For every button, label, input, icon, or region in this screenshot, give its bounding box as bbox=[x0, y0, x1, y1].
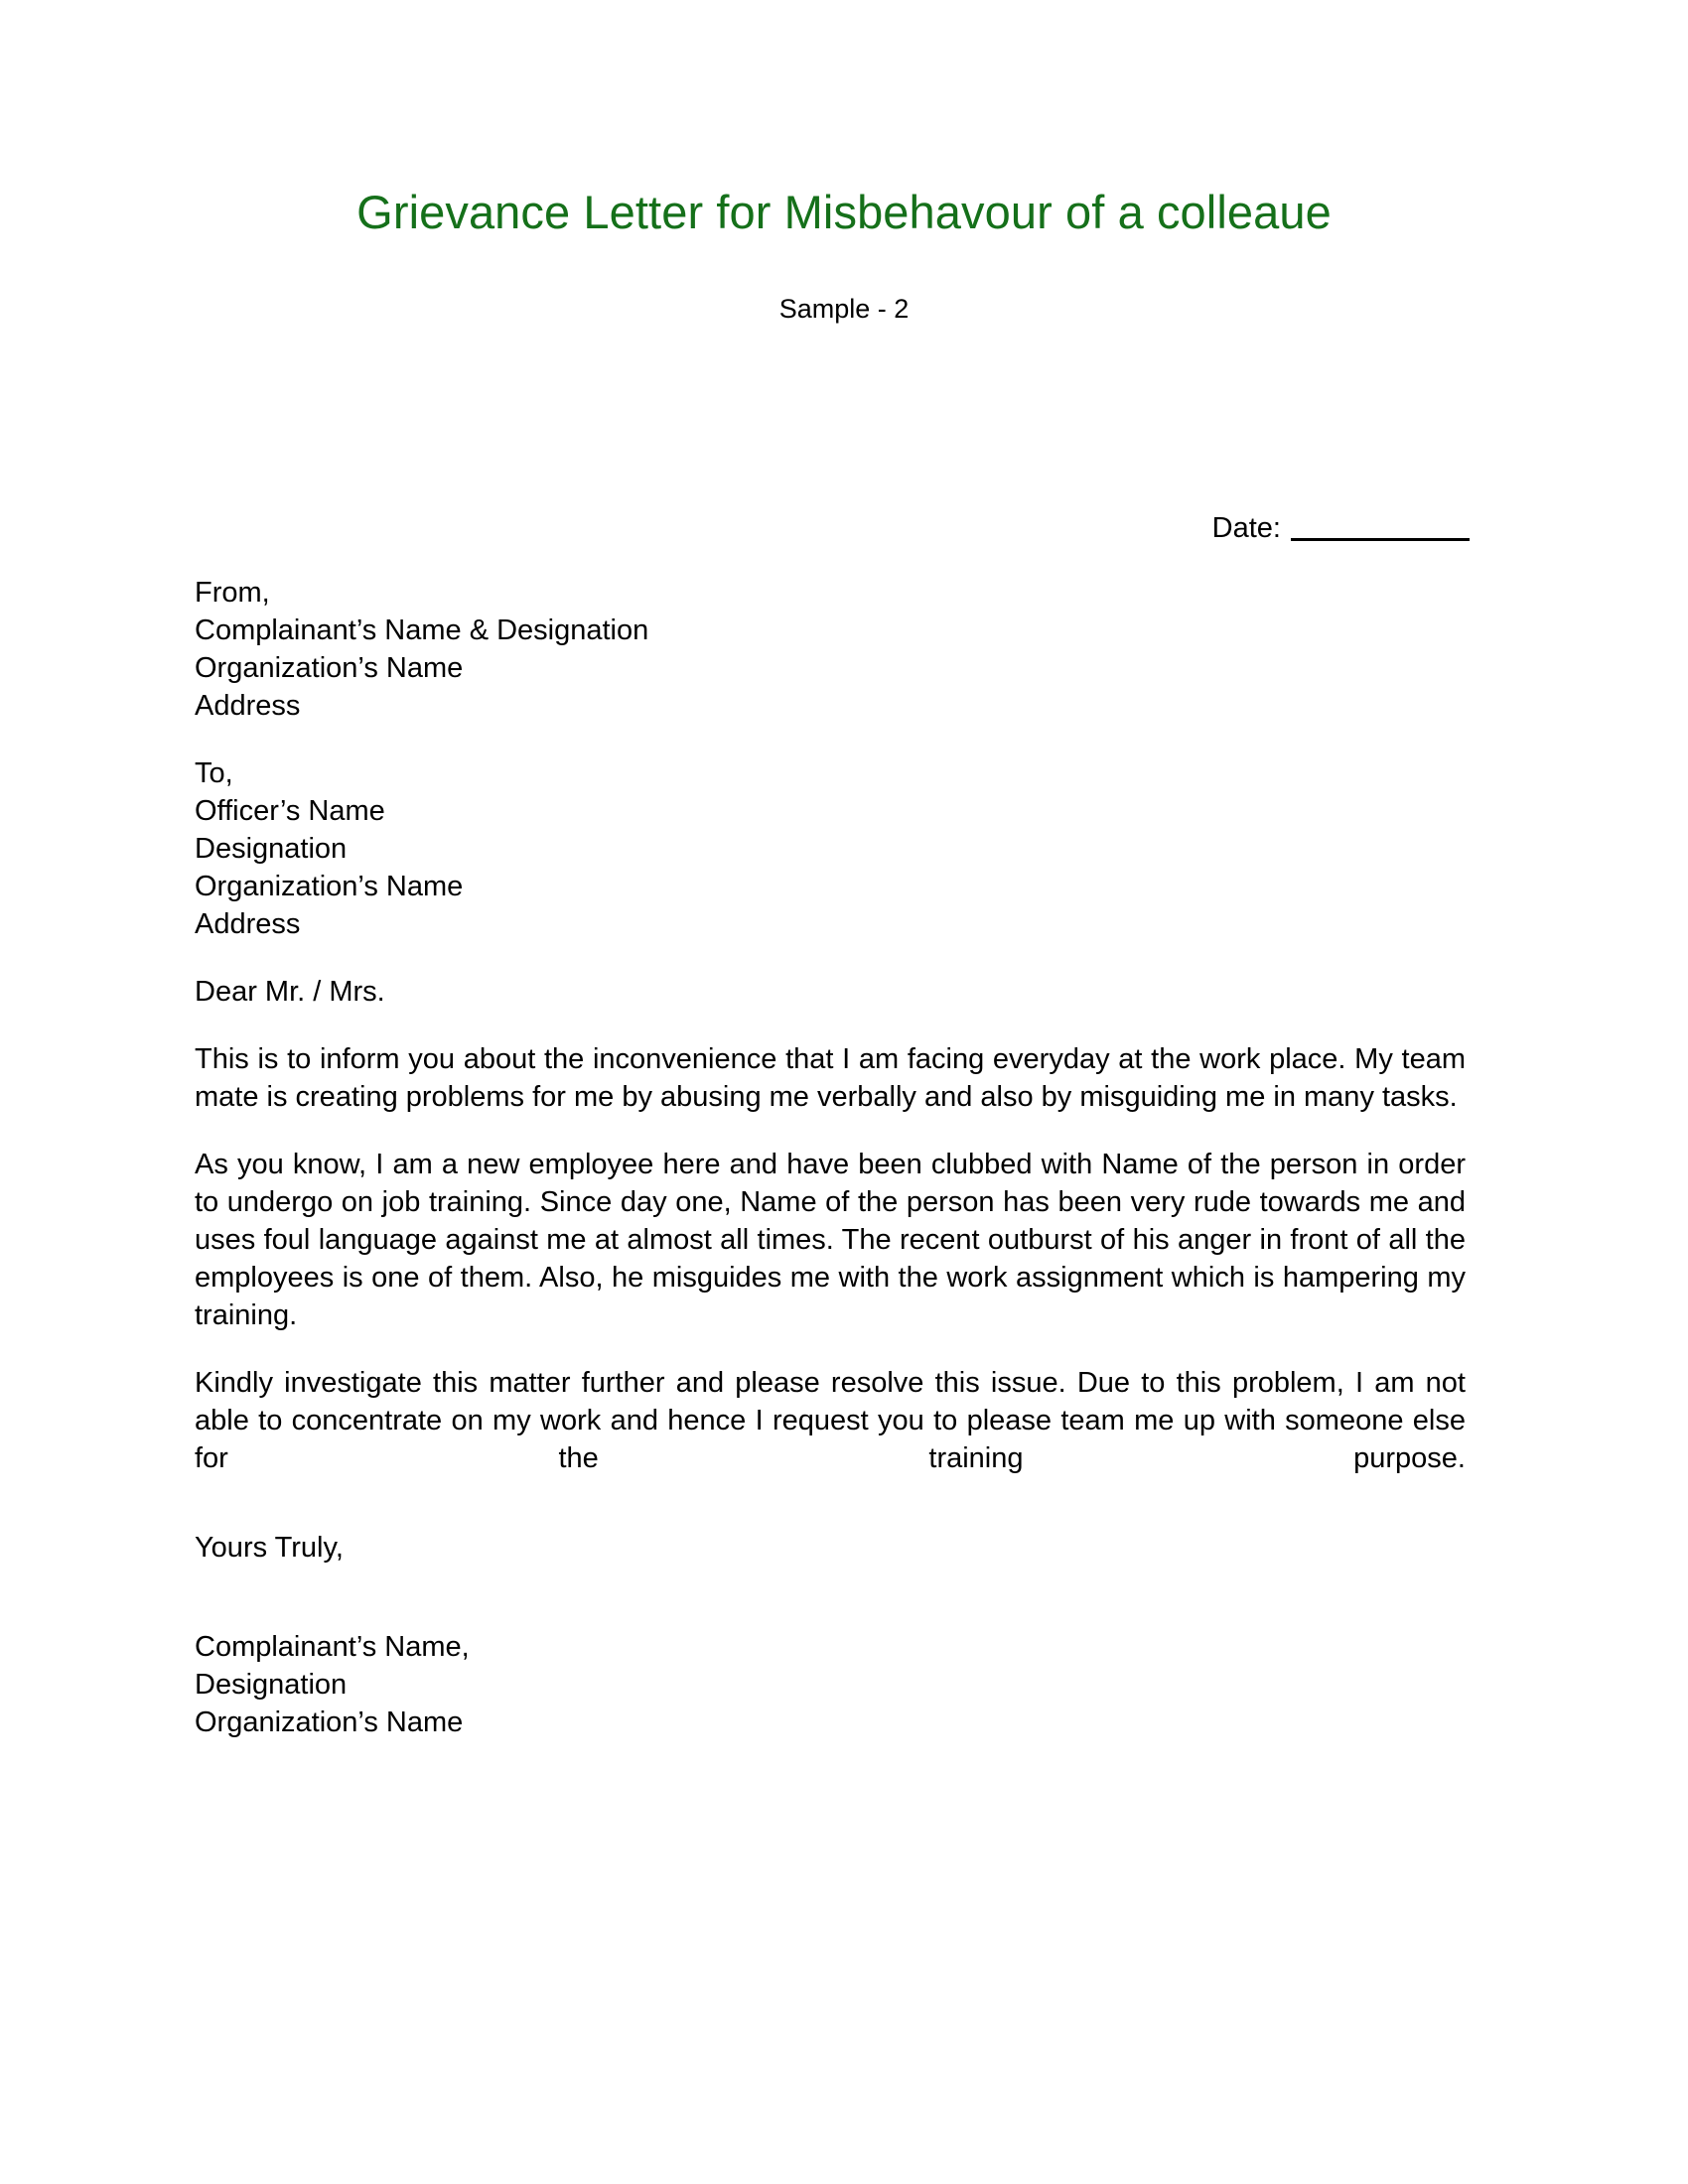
salutation: Dear Mr. / Mrs. bbox=[195, 976, 385, 1008]
signature-org-line: Organization’s Name bbox=[195, 1706, 464, 1738]
signature-name-line: Complainant’s Name, bbox=[195, 1631, 470, 1663]
title-block bbox=[0, 187, 1688, 239]
body-paragraph-2: As you know, I am a new employee here and have been clubbed with Name of the person in order to undergo on job training. Since day one, Name of the person has been very rude towards me and uses foul language against me at almost all times. The recent outburst of his anger in front of all the employees is one of them. Also, he misguides me with the work assignment which is hampering my training. bbox=[195, 1149, 1466, 1331]
to-designation-line: Designation bbox=[195, 833, 348, 865]
date-label: Date: bbox=[1211, 512, 1281, 544]
to-block bbox=[195, 754, 1466, 943]
from-org-line: Organization’s Name bbox=[195, 652, 464, 684]
signature-designation-line: Designation bbox=[195, 1669, 348, 1701]
signature-block bbox=[195, 1628, 1466, 1741]
body-paragraph-3: Kindly investigate this matter further and please resolve this issue. Due to this problem, I am not able to concentrate on my work and hence I request you to please team me up with someone else for the training purpose. bbox=[195, 1367, 1466, 1474]
date-blank-field[interactable] bbox=[1291, 538, 1470, 541]
from-address-line: Address bbox=[195, 690, 301, 722]
closing-salutation: Yours Truly, bbox=[195, 1532, 344, 1564]
from-name-line: Complainant’s Name & Designation bbox=[195, 614, 649, 646]
page-title: Grievance Letter for Misbehavour of a colleaue bbox=[356, 186, 1332, 238]
document-subtitle: Sample - 2 bbox=[778, 294, 910, 324]
body-paragraph-1: This is to inform you about the inconvenience that I am facing everyday at the work place. My team mate is creating problems for me by abusing me verbally and also by misguiding me in many tasks. bbox=[195, 1043, 1466, 1113]
to-org-line: Organization’s Name bbox=[195, 871, 464, 902]
to-officer-name-line: Officer’s Name bbox=[195, 795, 385, 827]
letter-body bbox=[195, 574, 1466, 1741]
from-block bbox=[195, 574, 1466, 725]
to-heading: To, bbox=[195, 757, 233, 789]
from-heading: From, bbox=[195, 577, 270, 609]
date-line bbox=[0, 509, 1688, 548]
to-address-line: Address bbox=[195, 908, 301, 940]
